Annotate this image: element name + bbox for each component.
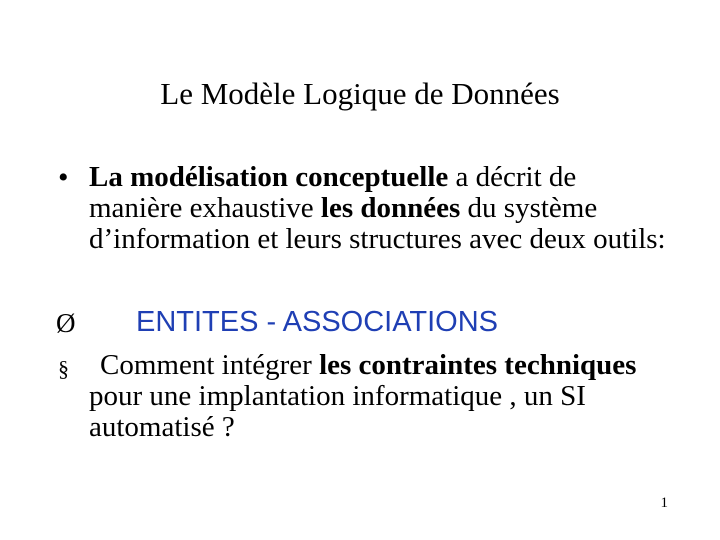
plain-text: Comment intégrer <box>100 349 320 381</box>
bold-text: les données <box>320 192 461 224</box>
bold-text: les contraintes techniques <box>319 349 637 381</box>
page-number: 1 <box>660 495 668 511</box>
bullet-text <box>89 162 676 255</box>
plain-text: du système d’information et leurs structures avec deux outils: <box>89 192 666 255</box>
section-bullet-icon: § <box>58 356 69 381</box>
entities-associations-text: ENTITES - ASSOCIATIONS <box>136 306 499 338</box>
bullet-dot-icon: • <box>58 161 69 194</box>
bullet-text <box>89 350 676 443</box>
bold-text: La modélisation conceptuelle <box>89 161 449 193</box>
plain-text: pour une implantation informatique , un SI automatisé ? <box>89 380 586 443</box>
bullet-item-conceptual-modeling <box>56 162 676 255</box>
plain-text: a décrit de manière exhaustive <box>89 161 577 224</box>
arrow-bullet-icon: Ø <box>56 308 76 338</box>
bullet-item-constraints-question <box>56 350 676 443</box>
slide-title: Le Modèle Logique de Données <box>160 76 560 111</box>
bullet-item-entities-associations <box>56 304 676 340</box>
